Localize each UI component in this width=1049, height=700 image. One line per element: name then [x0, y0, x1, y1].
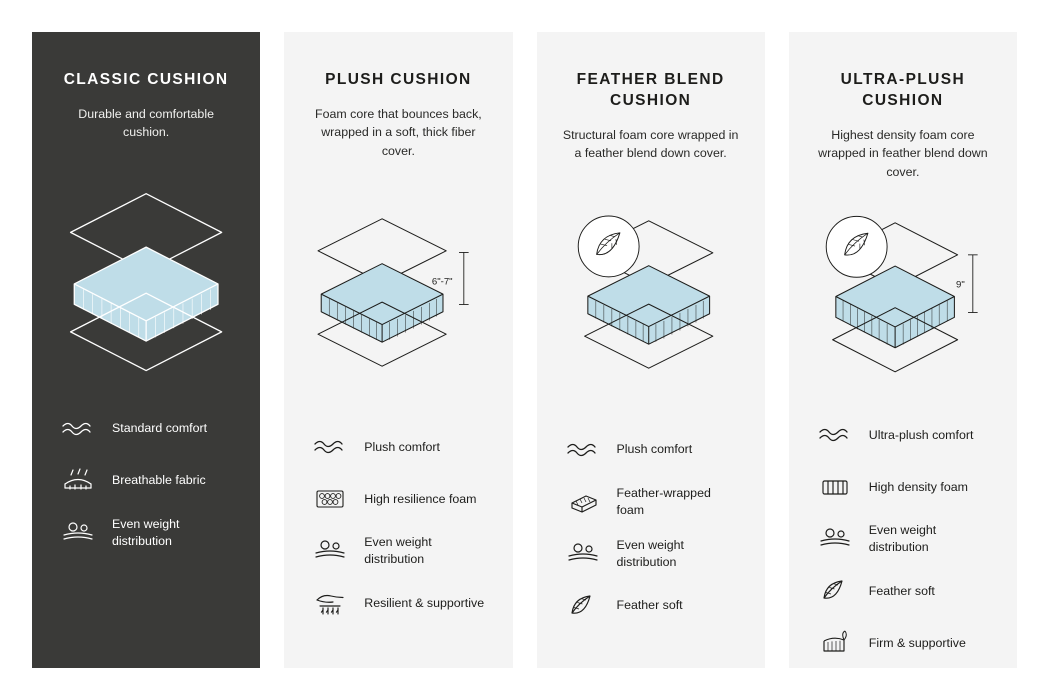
- feature-item: [306, 526, 490, 576]
- feature-label: High resilience foam: [364, 491, 477, 506]
- card-description: Durable and comfortable cushion.: [78, 106, 214, 140]
- even-weight-icon: [308, 535, 352, 567]
- card-classic-cushion: [32, 32, 260, 668]
- foam-core-layer: [836, 266, 955, 348]
- waves-icon: [308, 431, 352, 463]
- card-description: Highest density foam core wrapped in feather blend down cover.: [818, 127, 988, 179]
- feature-label: Feather-wrapped foam: [616, 485, 711, 517]
- feature-list: [306, 422, 490, 628]
- feature-item: [559, 425, 743, 475]
- feature-list: [54, 404, 238, 558]
- card-title: PLUSH CUSHION: [325, 71, 472, 88]
- feature-label: Even weight distribution: [868, 523, 937, 554]
- feature-item: [811, 514, 995, 564]
- exploded-cushion-diagram: [559, 185, 743, 400]
- feature-item: [306, 578, 490, 628]
- cushion-illustration-feather-blend: [559, 169, 743, 417]
- feature-label: High density foam: [868, 479, 968, 494]
- waves-icon: [56, 413, 100, 445]
- leaf-badge: [578, 216, 639, 277]
- dimension-label: 9": [955, 279, 965, 291]
- feature-label: Feather soft: [868, 583, 935, 598]
- feature-label: Resilient & supportive: [364, 595, 485, 610]
- feature-label: Firm & supportive: [868, 635, 966, 650]
- even-weight-icon: [813, 523, 857, 555]
- high-density-foam-icon: [813, 471, 857, 503]
- waves-icon: [561, 434, 605, 466]
- feather-wrapped-foam-icon: [561, 486, 605, 518]
- feature-label: Feather soft: [616, 598, 683, 613]
- card-description: Structural foam core wrapped in a feather blend down cover.: [562, 127, 739, 161]
- feature-item: [811, 462, 995, 512]
- feature-label: Ultra-plush comfort: [868, 427, 974, 442]
- firm-support-icon: [813, 627, 857, 659]
- cushion-illustration-classic: [54, 148, 238, 396]
- feature-label: Even weight distribution: [112, 516, 180, 548]
- dimension-bracket: [459, 252, 469, 304]
- exploded-cushion-diagram: [306, 183, 490, 398]
- feature-label: Plush comfort: [364, 439, 440, 454]
- even-weight-icon: [561, 538, 605, 570]
- feature-item: [559, 529, 743, 579]
- card-feather-blend-cushion: [537, 32, 765, 668]
- foam-core-layer: [321, 263, 443, 342]
- foam-core-layer: [587, 266, 709, 345]
- foam-core-layer: [74, 247, 218, 341]
- card-ultra-plush-cushion: [789, 32, 1017, 668]
- breathable-fabric-icon: [56, 465, 100, 497]
- exploded-cushion-diagram: [54, 167, 238, 377]
- honeycomb-foam-icon: [308, 483, 352, 515]
- card-plush-cushion: [284, 32, 512, 668]
- leaf-badge: [826, 216, 887, 277]
- exploded-cushion-diagram: [811, 187, 995, 402]
- feature-item: [54, 456, 238, 506]
- feature-label: Even weight distribution: [364, 535, 432, 566]
- dimension-bracket: [968, 255, 978, 313]
- feature-label: Breathable fabric: [112, 473, 206, 488]
- feature-item: [811, 618, 995, 668]
- feature-item: [811, 566, 995, 616]
- card-description: Foam core that bounces back, wrapped in a soft, thick fiber cover.: [315, 106, 482, 158]
- feather-icon: [561, 590, 605, 622]
- feature-item: [306, 474, 490, 524]
- cushion-illustration-ultra-plush: [811, 187, 995, 402]
- feather-icon: [813, 575, 857, 607]
- card-title: FEATHER BLEND CUSHION: [576, 71, 725, 109]
- even-weight-icon: [56, 517, 100, 549]
- feature-list: [559, 425, 743, 631]
- feature-item: [559, 581, 743, 631]
- feature-item: [559, 477, 743, 527]
- feature-item: [54, 404, 238, 454]
- feature-label: Even weight distribution: [616, 537, 685, 569]
- feature-label: Plush comfort: [616, 442, 693, 457]
- waves-icon: [813, 419, 857, 451]
- cushion-illustration-plush: [306, 166, 490, 414]
- feature-item: [811, 410, 995, 460]
- feature-item: [54, 508, 238, 558]
- support-hand-icon: [308, 587, 352, 619]
- dimension-label: 6"-7": [432, 275, 453, 287]
- card-title: ULTRA-PLUSH CUSHION: [840, 71, 966, 109]
- feature-item: [306, 422, 490, 472]
- feature-list: [811, 410, 995, 668]
- card-title: CLASSIC CUSHION: [63, 71, 229, 88]
- feature-label: Standard comfort: [112, 421, 208, 436]
